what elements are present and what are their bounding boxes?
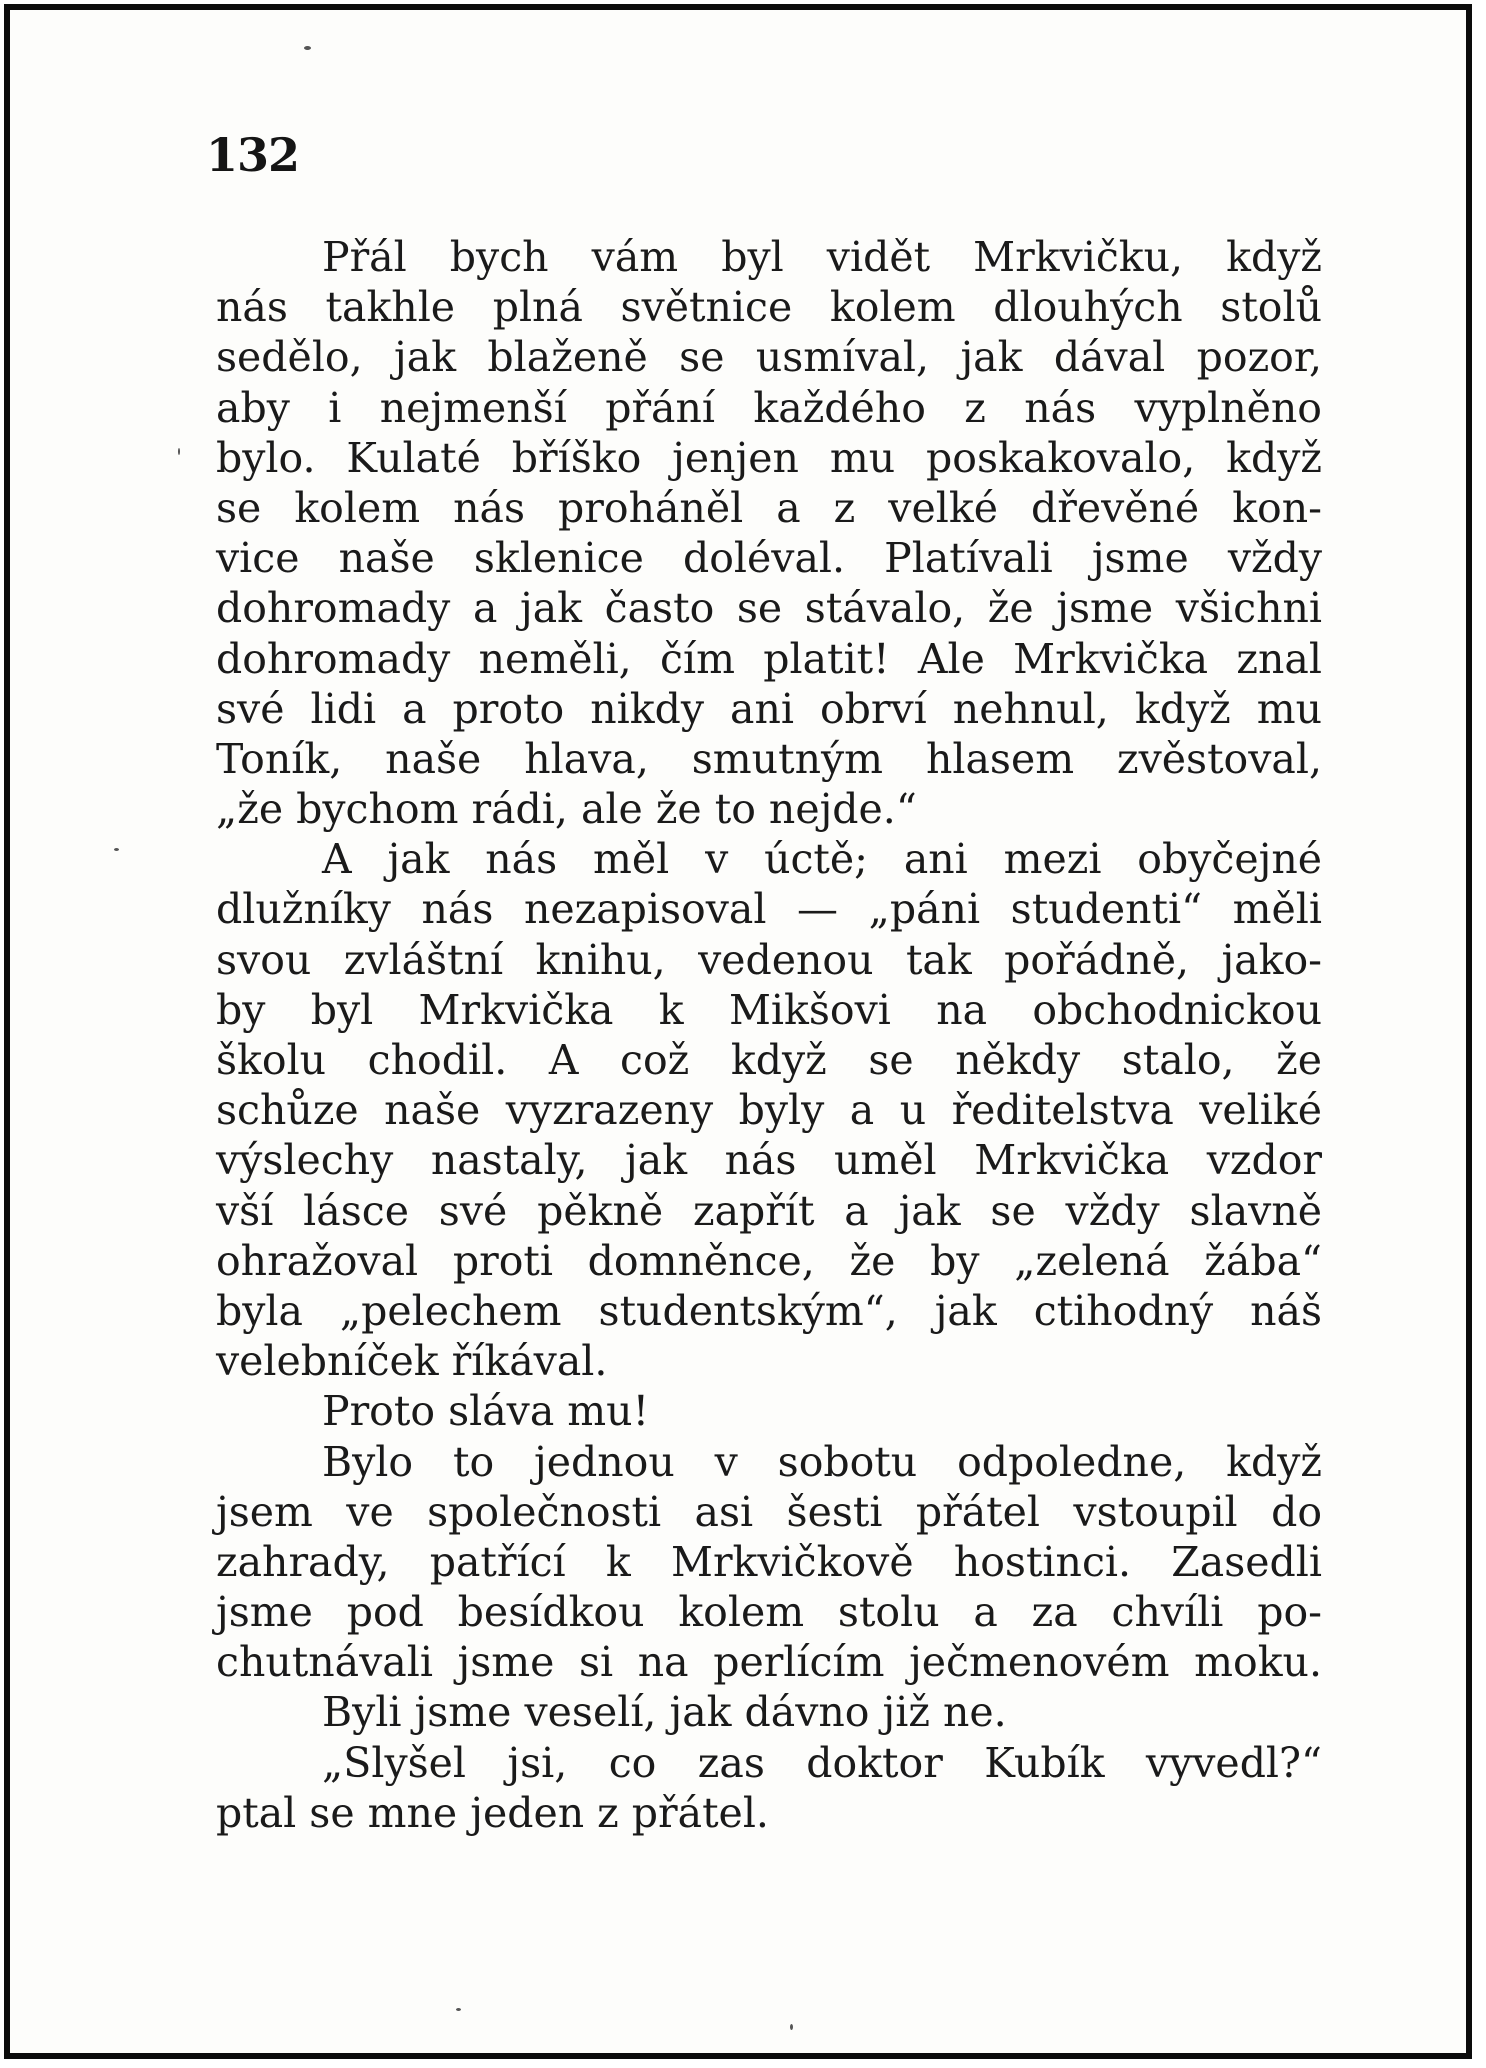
text-line: „že bychom rádi, ale že to nejde.“ [216, 785, 917, 834]
text-line: Byli jsme veselí, jak dávno již ne. [322, 1688, 1007, 1737]
scan-speck [304, 46, 311, 50]
text-line: aby i nejmenší přání každého z nás vyplněno [216, 383, 1322, 432]
text-line: zahrady, patřící k Mrkvičkově hostinci. Zasedli [216, 1537, 1322, 1586]
text-line: sedělo, jak blaženě se usmíval, jak dával pozor, [216, 333, 1322, 382]
page-number: 132 [206, 128, 300, 182]
text-line: jsme pod besídkou kolem stolu a za chvíli po- [216, 1588, 1322, 1637]
text-line: vší lásce své pěkně zapřít a jak se vždy slavně [216, 1186, 1322, 1235]
text-line: výslechy nastaly, jak nás uměl Mrkvička vzdor [216, 1136, 1322, 1185]
text-line: Bylo to jednou v sobotu odpoledne, když [322, 1437, 1322, 1486]
text-line: dohromady a jak často se stávalo, že jsme všichni [216, 584, 1322, 633]
text-line: Proto sláva mu! [322, 1387, 650, 1436]
text-line: „Slyšel jsi, co zas doktor Kubík vyvedl?“ [322, 1738, 1322, 1787]
scan-speck [456, 2008, 461, 2011]
text-line: byla „pelechem studentským“, jak ctihodný náš [216, 1286, 1322, 1335]
text-line: by byl Mrkvička k Mikšovi na obchodnickou [216, 985, 1322, 1034]
scan-speck [178, 448, 180, 455]
text-line: ohražoval proti domněnce, že by „zelená žába“ [216, 1236, 1322, 1285]
text-line: školu chodil. A což když se někdy stalo, že [216, 1036, 1322, 1084]
text-line: Přál bych vám byl vidět Mrkvičku, když [322, 233, 1322, 281]
text-line: nás takhle plná světnice kolem dlouhých stolů [216, 283, 1322, 332]
scan-speck [114, 848, 119, 851]
text-line: velebníček říkával. [216, 1337, 608, 1386]
text-line: dohromady neměli, čím platit! Ale Mrkvička znal [216, 634, 1322, 683]
text-line: bylo. Kulaté bříško jenjen mu poskakovalo, když [216, 433, 1322, 482]
text-line: chutnávali jsme si na perlícím ječmenovém moku. [216, 1638, 1322, 1687]
text-line: Toník, naše hlava, smutným hlasem zvěstoval, [216, 734, 1322, 783]
text-line: vice naše sklenice doléval. Platívali jsme vždy [216, 534, 1322, 583]
text-line: A jak nás měl v úctě; ani mezi obyčejné [322, 835, 1322, 884]
text-line: ptal se mne jeden z přátel. [216, 1788, 769, 1837]
text-line: svou zvláštní knihu, vedenou tak pořádně, jako- [216, 935, 1322, 984]
body-text [216, 232, 1322, 1838]
text-line: se kolem nás proháněl a z velké dřevěné kon- [216, 483, 1322, 532]
text-line: schůze naše vyzrazeny byly a u ředitelstva veliké [216, 1086, 1322, 1135]
text-line: dlužníky nás nezapisoval — „páni studenti“ měli [216, 885, 1322, 934]
text-line: své lidi a proto nikdy ani obrví nehnul, když mu [216, 684, 1322, 733]
text-line: jsem ve společnosti asi šesti přátel vstoupil do [216, 1487, 1322, 1536]
scan-speck [790, 2024, 793, 2030]
